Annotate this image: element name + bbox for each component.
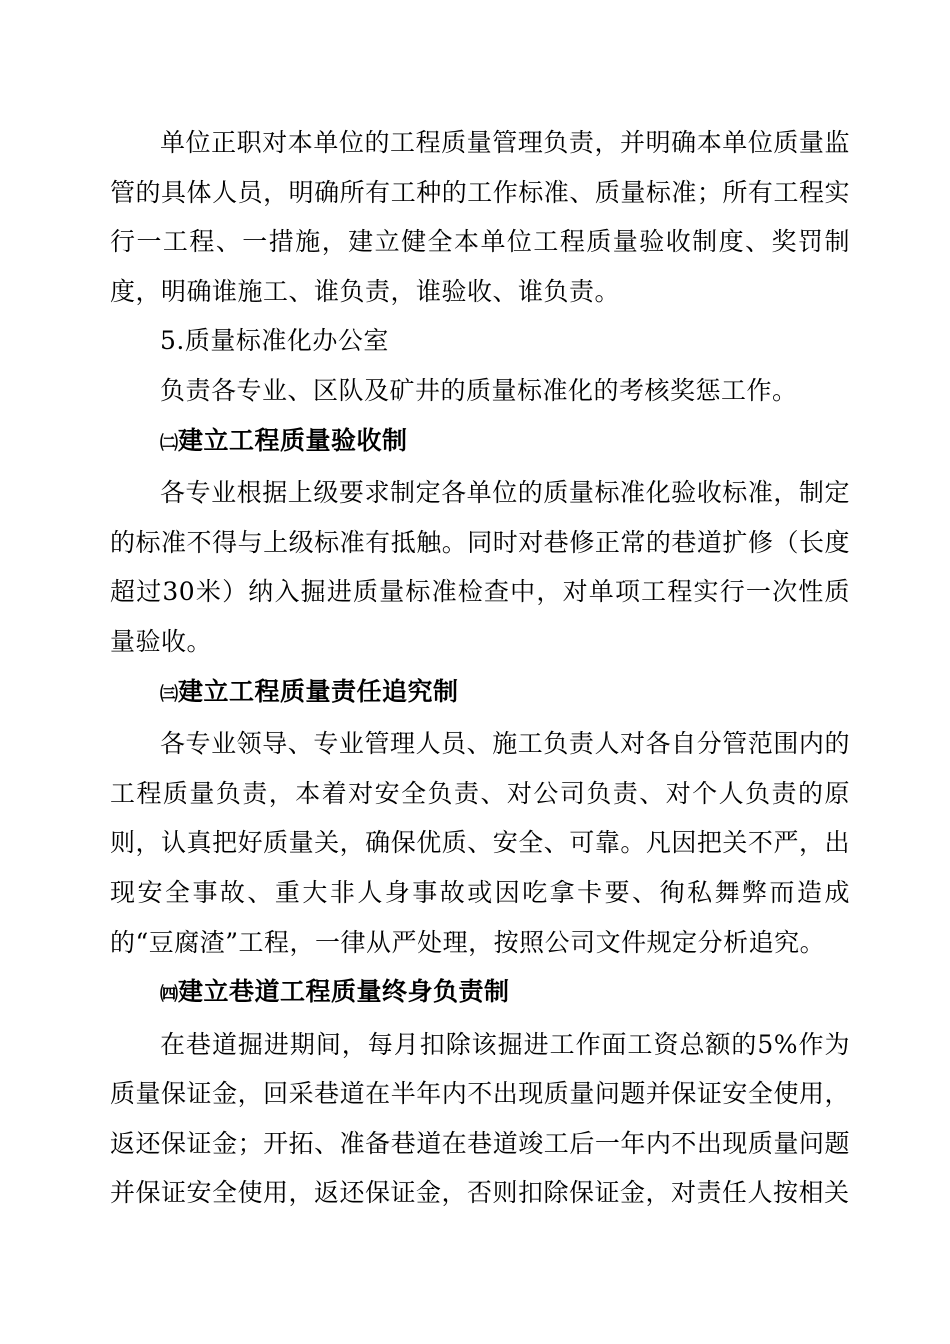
paragraph-lifetime-responsibility: 在巷道掘进期间，每月扣除该掘进工作面工资总额的5%作为质量保证金，回采巷道在半年内不出现质量问题并保证安全使用，返还保证金；开拓、准备巷道在巷道竣工后一年内不出现质量问题并保证安全使用，返还保证金，否则扣除保证金，对责任人按相关 xyxy=(110,1029,850,1208)
section-number: ㈣ xyxy=(160,984,178,1006)
paragraph-accountability-system: 各专业领导、专业管理人员、施工负责人对各自分管范围内的工程质量负责，本着对安全负责、对公司负责、对个人负责的原则，认真把好质量关，确保优质、安全、可靠。凡因把关不严，出现安全事故、重大非人身事故或因吃拿卡要、徇私舞弊而造成的“豆腐渣”工程，一律从严处理，按照公司文件规定分析追究。 xyxy=(110,729,850,957)
paragraph-unit-responsibility: 单位正职对本单位的工程质量管理负责，并明确本单位质量监管的具体人员，明确所有工种的工作标准、质量标准；所有工程实行一工程、一措施，建立健全本单位工程质量验收制度、奖罚制度，明确谁施工、谁负责，谁验收、谁负责。 xyxy=(110,128,850,306)
section-heading-text: 建立工程质量验收制 xyxy=(178,425,408,455)
paragraph-acceptance-system: 各专业根据上级要求制定各单位的质量标准化验收标准，制定的标准不得与上级标准有抵触。同时对巷修正常的巷道扩修（长度超过30米）纳入掘进质量标准检查中，对单项工程实行一次性质量验收。 xyxy=(110,478,850,656)
section-number: ㈢ xyxy=(160,683,178,705)
section-number: ㈡ xyxy=(160,432,178,454)
section-heading-lifetime-responsibility xyxy=(110,967,850,1020)
section-heading-acceptance xyxy=(110,416,850,469)
section-heading-accountability xyxy=(110,667,850,720)
item-quality-office-title: 5.质量标准化办公室 xyxy=(160,326,389,356)
document-body xyxy=(110,118,850,1218)
section-heading-text: 建立工程质量责任追究制 xyxy=(178,676,459,706)
paragraph-quality-office-duty: 负责各专业、区队及矿井的质量标准化的考核奖惩工作。 xyxy=(160,375,798,405)
section-heading-text: 建立巷道工程质量终身负责制 xyxy=(178,977,510,1007)
